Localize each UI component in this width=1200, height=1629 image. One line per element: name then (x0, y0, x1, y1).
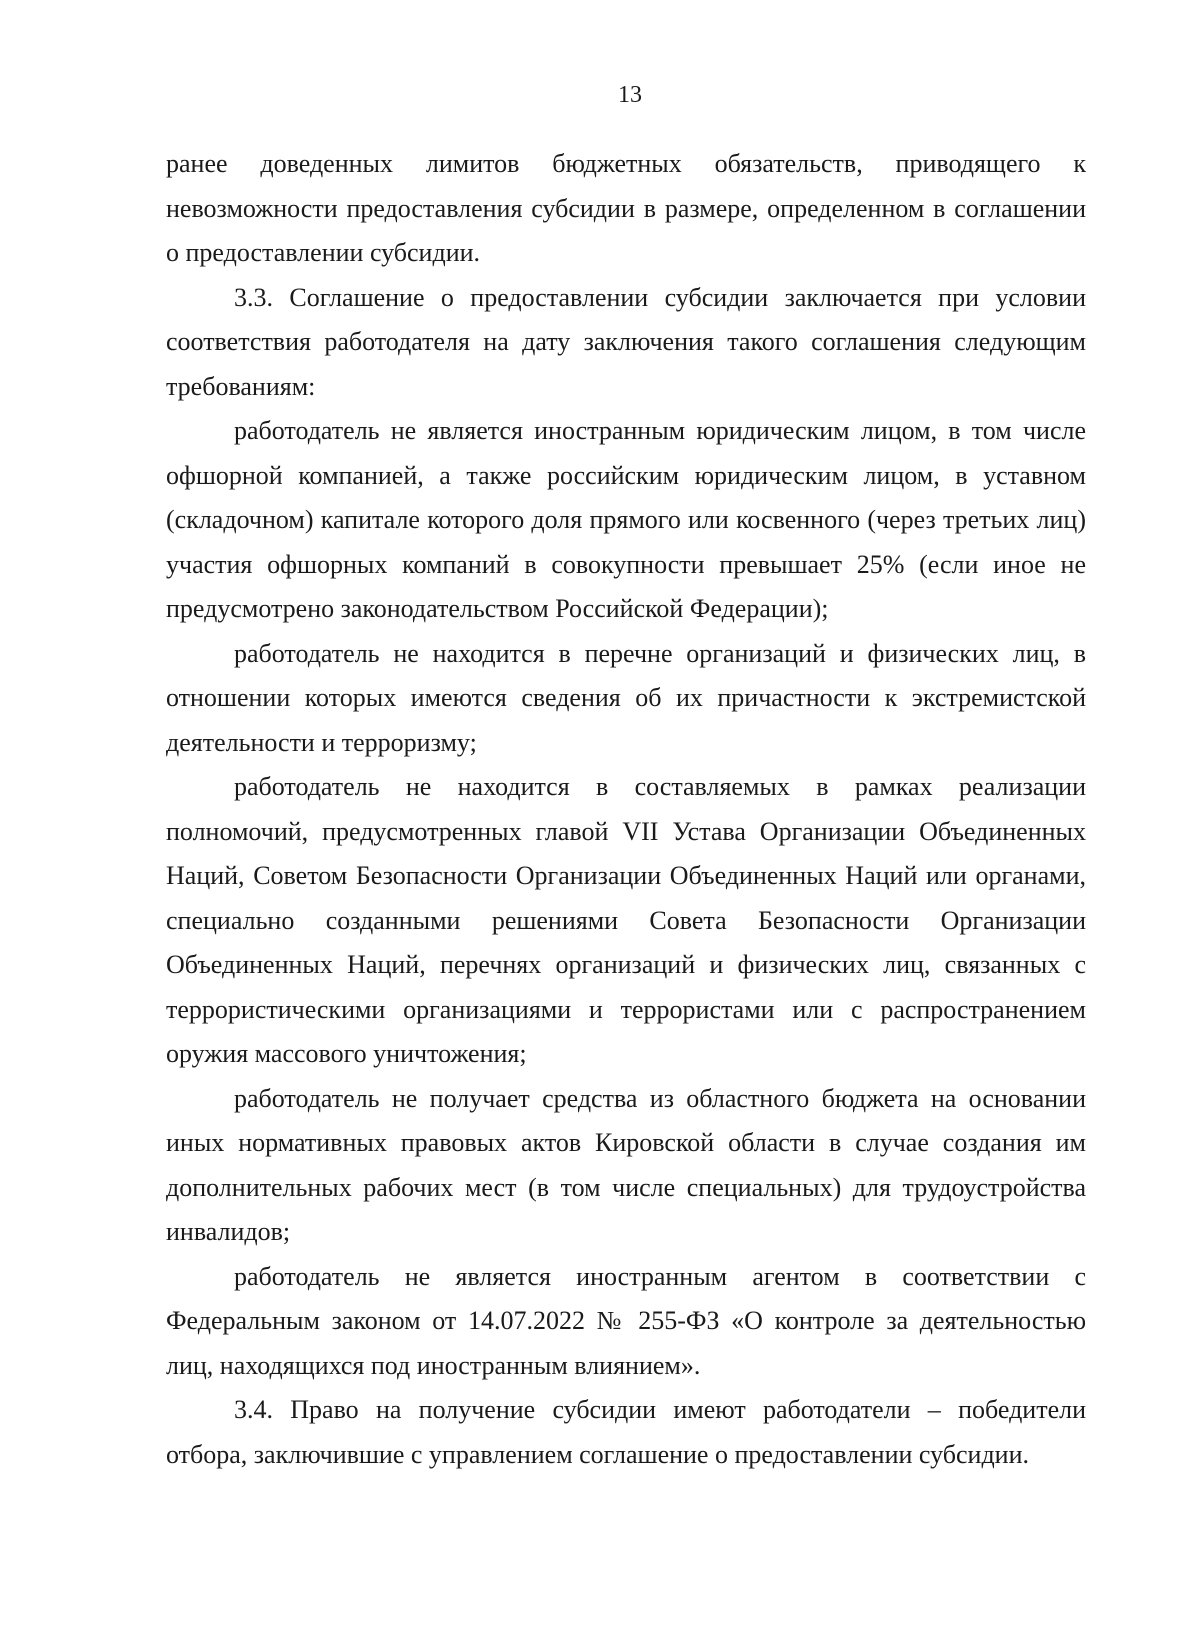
page-number: 13 (618, 82, 642, 108)
paragraph-continuation: ранее доведенных лимитов бюджетных обязательств, приводящего к невозможности предоставления субсидии в размере, определенном в соглашении о предоставлении субсидии. (166, 149, 1086, 267)
requirement-not-foreign-agent: работодатель не является иностранным агентом в соответствии с Федеральным законом от 14.07.2022 № 255-ФЗ «О контроле за деятельностью лиц, находящихся под иностранным влиянием». (166, 1261, 1086, 1380)
requirement-no-other-funding: работодатель не получает средства из областного бюджета на основании иных нормативных правовых актов Кировской области в случае создания им дополнительных рабочих мест (в том числе специальных) для трудоустройства инвалидов; (166, 1083, 1086, 1246)
document-body (166, 142, 1086, 1477)
requirement-not-un-list: работодатель не находится в составляемых в рамках реализации полномочий, предусмотренных главой VII Устава Организации Объединенных Наций, Советом Безопасности Организации Объединенных Наций или органами, специально созданными решениями Совета Безопасности Организации Объединенных Наций, перечнях организаций и физических лиц, связанных с террористическими организациями и террористами или с распространением оружия массового уничтожения; (166, 772, 1086, 1068)
paragraph-3-3: 3.3. Соглашение о предоставлении субсидии заключается при условии соответствия работодателя на дату заключения такого соглашения следующим требованиям: (166, 282, 1086, 401)
paragraph-3-4: 3.4. Право на получение субсидии имеют работодатели – победители отбора, заключившие с управлением соглашение о предоставлении субсидии. (166, 1395, 1086, 1469)
requirement-not-extremist-list: работодатель не находится в перечне организаций и физических лиц, в отношении которых имеются сведения об их причастности к экстремистской деятельности и терроризму; (166, 638, 1086, 757)
requirement-not-foreign-entity: работодатель не является иностранным юридическим лицом, в том числе офшорной компанией, а также российским юридическим лицом, в уставном (складочном) капитале которого доля прямого или косвенного (через третьих лиц) участия офшорных компаний в совокупности превышает 25% (если иное не предусмотрено законодательством Российской Федерации); (166, 416, 1086, 623)
